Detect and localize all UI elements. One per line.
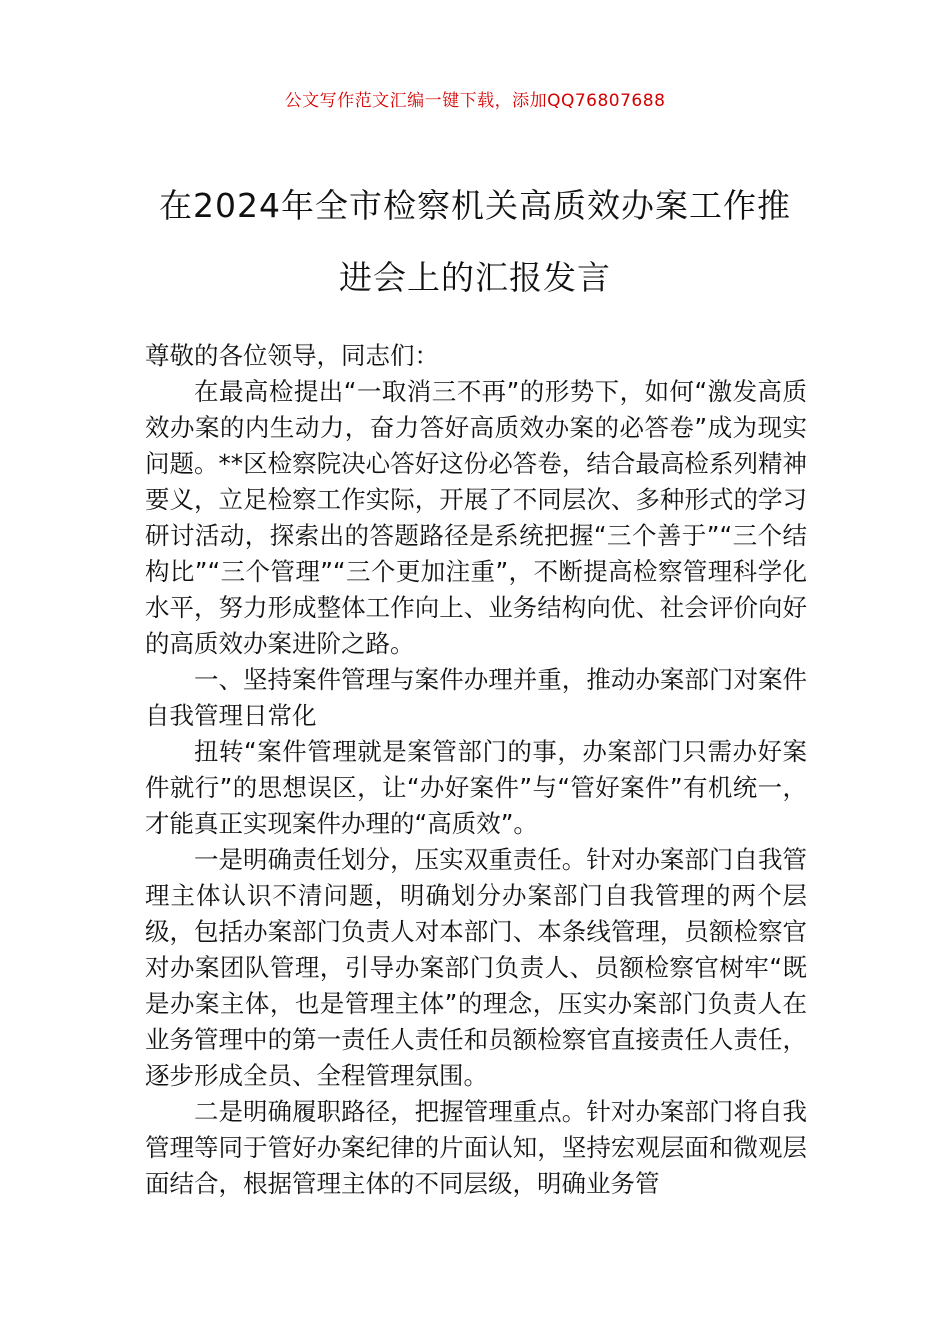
header-note: 公文写作范文汇编一键下载，添加QQ76807688 <box>284 91 666 111</box>
document-title <box>100 170 850 314</box>
document-body <box>145 338 807 1202</box>
title-line-1: 在2024年全市检察机关高质效办案工作推 <box>159 186 791 225</box>
section-heading-1: 一、坚持案件管理与案件办理并重，推动办案部门对案件自我管理日常化 <box>145 665 807 730</box>
paragraph: 扭转“案件管理就是案管部门的事，办案部门只需办好案件就行”的思想误区，让“办好案件”与“管好案件”有机统一，才能真正实现案件办理的“高质效”。 <box>145 737 807 838</box>
salutation: 尊敬的各位领导，同志们： <box>145 341 439 370</box>
paragraph: 一是明确责任划分，压实双重责任。针对办案部门自我管理主体认识不清问题，明确划分办案部门自我管理的两个层级，包括办案部门负责人对本部门、本条线管理，员额检察官对办案团队管理，引导办案部门负责人、员额检察官树牢“既是办案主体，也是管理主体”的理念，压实办案部门负责人在业务管理中的第一责任人责任和员额检察官直接责任人责任，逐步形成全员、全程管理氛围。 <box>145 845 807 1090</box>
paragraph: 二是明确履职路径，把握管理重点。针对办案部门将自我管理等同于管好办案纪律的片面认知，坚持宏观层面和微观层面结合，根据管理主体的不同层级，明确业务管 <box>145 1097 807 1198</box>
title-line-2: 进会上的汇报发言 <box>339 258 611 297</box>
paragraph-intro: 在最高检提出“一取消三不再”的形势下，如何“激发高质效办案的内生动力，奋力答好高质效办案的必答卷”成为现实问题。**区检察院决心答好这份必答卷，结合最高检系列精神要义，立足检察工作实际，开展了不同层次、多种形式的学习研讨活动，探索出的答题路径是系统把握“三个善于”“三个结构比”“三个管理”“三个更加注重”，不断提高检察管理科学化水平，努力形成整体工作向上、业务结构向优、社会评价向好的高质效办案进阶之路。 <box>145 377 807 658</box>
